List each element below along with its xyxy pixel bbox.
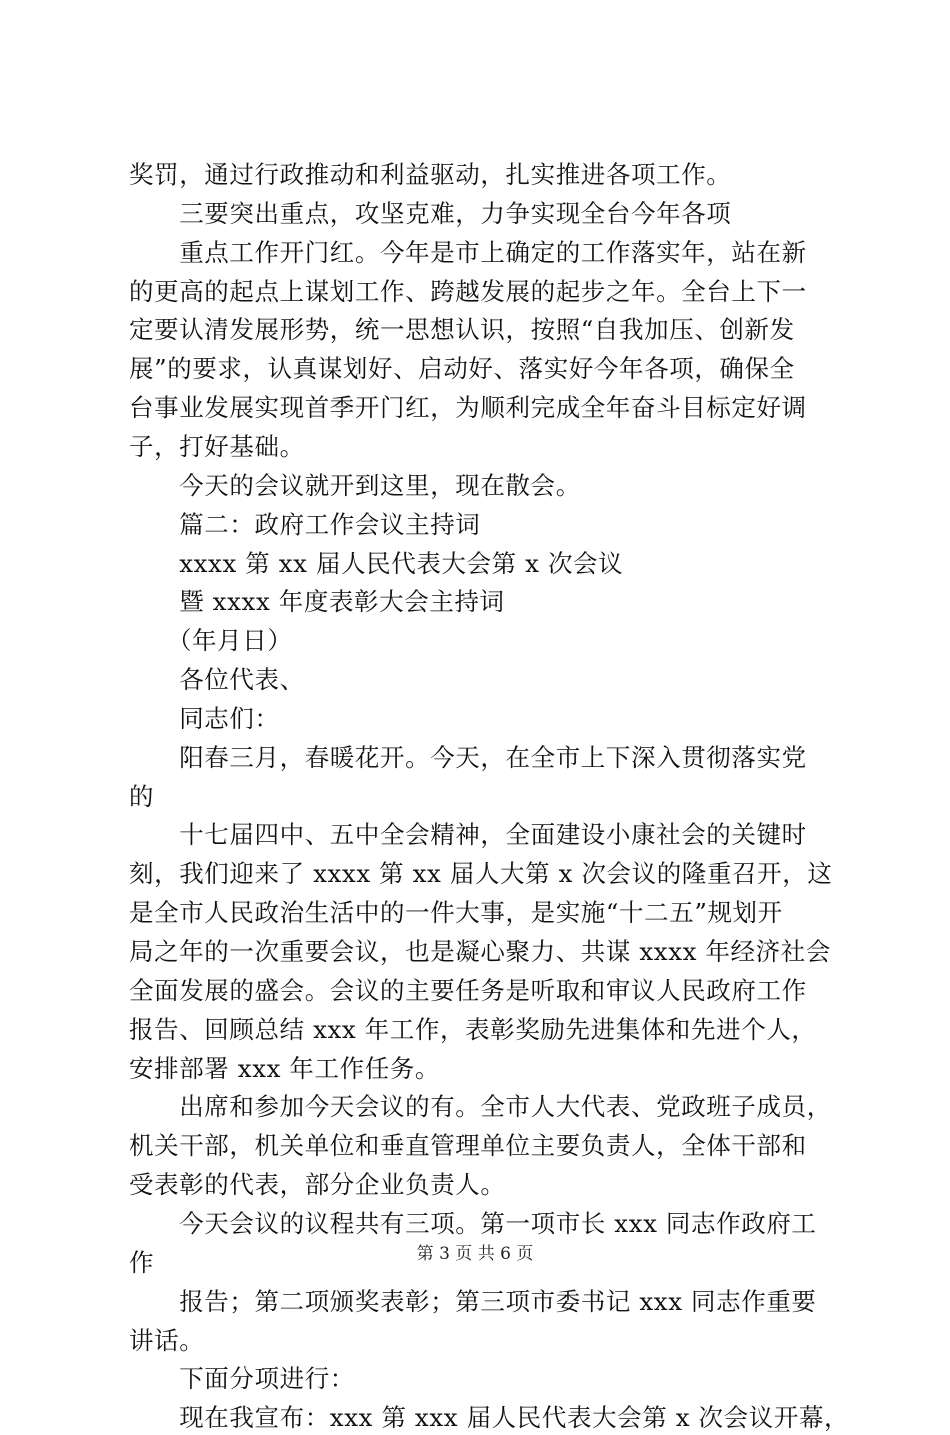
text-line: 机关干部，机关单位和垂直管理单位主要负责人，全体干部和 xyxy=(129,1131,807,1161)
text-line: 各位代表、 xyxy=(129,665,305,695)
text-line: 受表彰的代表，部分企业负责人。 xyxy=(129,1170,506,1200)
text-line: 刻，我们迎来了 xxxx 第 xx 届人大第 x 次会议的隆重召开，这 xyxy=(129,859,833,889)
text-line: 台事业发展实现首季开门红，为顺利完成全年奋斗目标定好调 xyxy=(129,393,807,423)
text-line: 三要突出重点，攻坚克难，力争实现全台今年各项 xyxy=(129,198,732,228)
text-line: 重点工作开门红。今年是市上确定的工作落实年，站在新 xyxy=(129,237,807,267)
text-line: 暨 xxxx 年度表彰大会主持词 xyxy=(129,587,505,617)
text-line: 的更高的起点上谋划工作、跨越发展的起步之年。全台上下一 xyxy=(129,276,807,306)
text-line: 现在我宣布：xxx 第 xxx 届人民代表大会第 x 次会议开幕， xyxy=(129,1403,850,1433)
text-line: 的 xyxy=(129,781,155,811)
text-line: 出席和参加今天会议的有。全市人大代表、党政班子成员， xyxy=(129,1092,832,1122)
text-line: 讲话。 xyxy=(129,1325,205,1355)
text-line: 报告、回顾总结 xxx 年工作，表彰奖励先进集体和先进个人， xyxy=(129,1014,817,1044)
text-line: 定要认清发展形势，统一思想认识，按照“自我加压、创新发 xyxy=(129,315,795,345)
text-line: 作 xyxy=(129,1247,155,1277)
text-line: 子，打好基础。 xyxy=(129,431,305,461)
text-line: xxxx 第 xx 届人民代表大会第 x 次会议 xyxy=(129,548,624,578)
text-line: 同志们： xyxy=(129,703,280,733)
text-line: 展”的要求，认真谋划好、启动好、落实好今年各项，确保全 xyxy=(129,354,795,384)
text-line: 下面分项进行： xyxy=(129,1364,355,1394)
text-line: 十七届四中、五中全会精神，全面建设小康社会的关键时 xyxy=(129,820,807,850)
text-line: 今天会议的议程共有三项。第一项市长 xxx 同志作政府工 xyxy=(129,1208,817,1238)
text-line: （年月日） xyxy=(129,626,293,656)
text-line: 全面发展的盛会。会议的主要任务是听取和审议人民政府工作 xyxy=(129,975,807,1005)
text-line: 奖罚，通过行政推动和利益驱动，扎实推进各项工作。 xyxy=(129,160,732,189)
text-line: 阳春三月，春暖花开。今天，在全市上下深入贯彻落实党 xyxy=(129,742,807,772)
text-line: 是全市人民政治生活中的一件大事，是实施“十二五”规划开 xyxy=(129,898,783,928)
text-line: 篇二：政府工作会议主持词 xyxy=(129,509,481,539)
text-line: 今天的会议就开到这里，现在散会。 xyxy=(129,470,581,500)
text-line: 安排部署 xxx 年工作任务。 xyxy=(129,1053,441,1083)
page-footer: 第 3 页 共 6 页 xyxy=(416,1244,534,1264)
text-line: 报告；第二项颁奖表彰；第三项市委书记 xxx 同志作重要 xyxy=(129,1286,817,1316)
text-line: 局之年的一次重要会议，也是凝心聚力、共谋 xxxx 年经济社会 xyxy=(129,937,831,966)
